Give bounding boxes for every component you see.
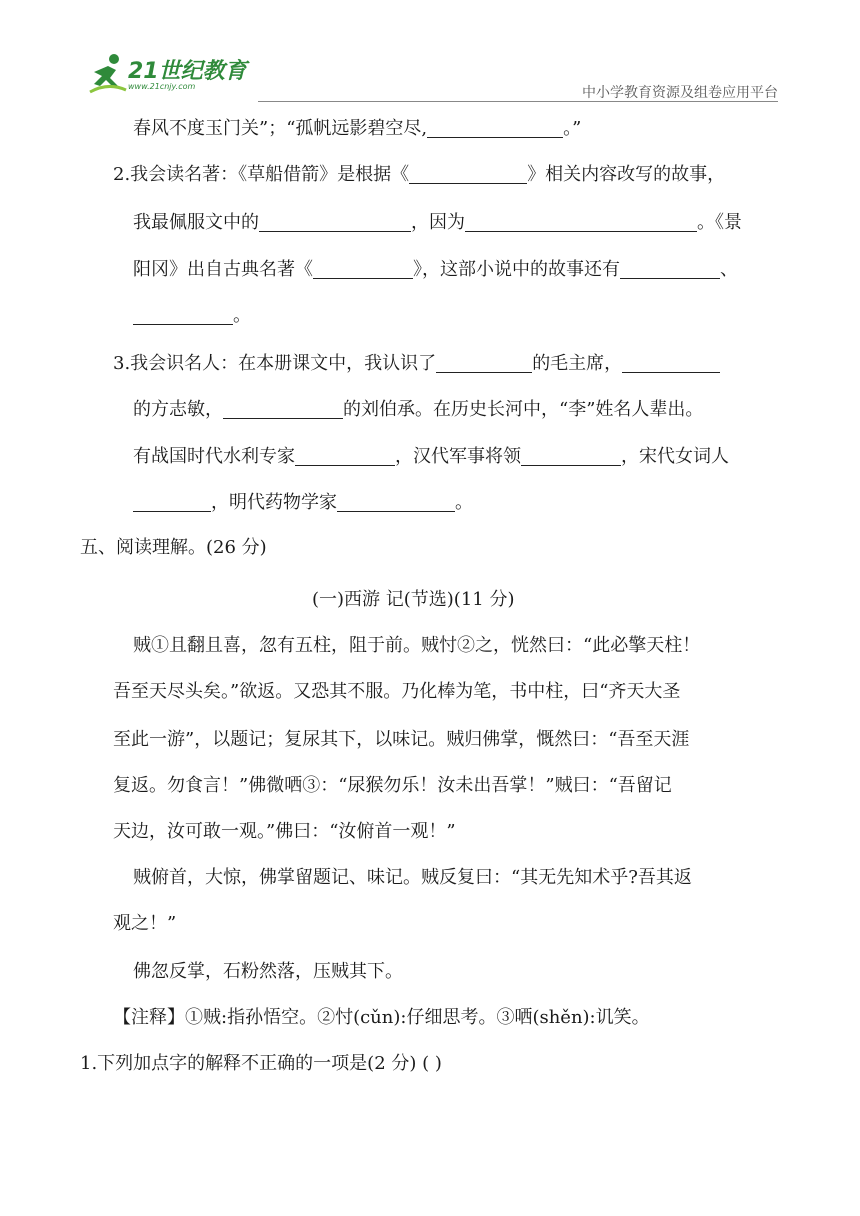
q2-text: 》相关内容改写的故事，: [527, 164, 726, 185]
q3-line-2: [133, 398, 703, 422]
answer-blank[interactable]: [133, 304, 233, 325]
q2-line-3: [133, 258, 738, 282]
q3-text: 的毛主席，: [532, 353, 623, 374]
q2-text: 。《景: [697, 212, 742, 233]
site-logo: [88, 52, 258, 98]
passage-line: 天边，汝可敢一观。”佛曰：“汝俯首一观！”: [113, 821, 456, 842]
q2-text: 我最佩服文中的: [133, 212, 259, 233]
q2-text: ，因为: [411, 212, 465, 233]
passage-line: 贼俯首，大惊，佛掌留题记、味记。贼反复曰：“其无先知术乎?吾其返: [133, 867, 692, 888]
answer-blank[interactable]: [295, 445, 395, 466]
q3-text: 3.我会识名人：在本册课文中，我认识了: [113, 353, 437, 374]
passage-title: (一)西游 记(节选)(11 分): [312, 589, 515, 610]
answer-blank[interactable]: [465, 211, 697, 232]
q1-text-b: 。”: [563, 118, 582, 139]
passage-line: 观之！”: [113, 913, 177, 934]
running-man-icon: [88, 52, 128, 96]
passage-line: 至此一游”，以题记；复尿其下，以味记。贼归佛掌，慨然曰：“吾至天涯: [113, 729, 690, 750]
logo-url: www.21cnjy.com: [128, 82, 196, 91]
q3-text: ，明代药物学家: [211, 492, 337, 513]
annotation-note: 【注释】①贼:指孙悟空。②忖(cǔn):仔细思考。③哂(shěn):讥笑。: [113, 1007, 650, 1028]
logo-text: 21世纪教育: [128, 59, 247, 84]
q3-line-3: [133, 445, 729, 469]
q3-line-4: [133, 491, 473, 515]
q2-text: 阳冈》出自古典名著《: [133, 259, 313, 280]
header-divider: [258, 101, 778, 102]
q3-text: 有战国时代水利专家: [133, 446, 295, 467]
q3-line-1: [113, 352, 720, 376]
q3-text: ，宋代女词人: [621, 446, 729, 467]
platform-name: 中小学教育资源及组卷应用平台: [582, 85, 778, 101]
answer-blank[interactable]: [337, 491, 455, 512]
answer-blank[interactable]: [409, 163, 527, 184]
q3-text: 的刘伯承。在历史长河中，“李”姓名人辈出。: [343, 399, 704, 420]
answer-blank[interactable]: [223, 398, 343, 419]
q3-text: ，汉代军事将领: [395, 446, 521, 467]
q2-line-1: [113, 163, 725, 187]
q3-text: 的方志敏，: [133, 399, 223, 420]
passage-line: 复返。勿食言！”佛微哂③：“尿猴勿乐！汝未出吾掌！”贼曰：“吾留记: [113, 775, 672, 796]
q2-text: 、: [720, 259, 738, 280]
q3-text: 。: [455, 492, 473, 513]
answer-blank[interactable]: [259, 211, 411, 232]
q2-line-4: [133, 304, 251, 328]
passage-line: 贼①且翻且喜，忽有五柱，阻于前。贼忖②之，恍然曰：“此必擎天柱！: [133, 635, 701, 656]
q1-text-a: 春风不度玉门关”；“孤帆远影碧空尽,: [133, 118, 428, 139]
answer-blank[interactable]: [620, 258, 720, 279]
q2-text: 》，这部小说中的故事还有: [413, 259, 620, 280]
answer-blank[interactable]: [313, 258, 413, 279]
question-1: 1.下列加点字的解释不正确的一项是(2 分) ( ): [80, 1053, 442, 1074]
q1-line: [133, 117, 581, 141]
q2-text: 。: [233, 305, 251, 326]
page-header: [0, 0, 860, 110]
answer-blank[interactable]: [427, 117, 563, 138]
section-heading: 五、阅读理解。(26 分): [80, 537, 267, 558]
q2-line-2: [133, 211, 742, 235]
q2-text: 2.我会读名著：《草船借箭》是根据《: [113, 164, 410, 185]
answer-blank[interactable]: [622, 352, 720, 373]
answer-blank[interactable]: [133, 491, 211, 512]
passage-line: 佛忽反掌，石粉然落，压贼其下。: [133, 961, 403, 982]
passage-line: 吾至天尽头矣。”欲返。又恐其不服。乃化棒为笔，书中柱，曰“齐天大圣: [113, 681, 681, 702]
answer-blank[interactable]: [436, 352, 532, 373]
answer-blank[interactable]: [521, 445, 621, 466]
